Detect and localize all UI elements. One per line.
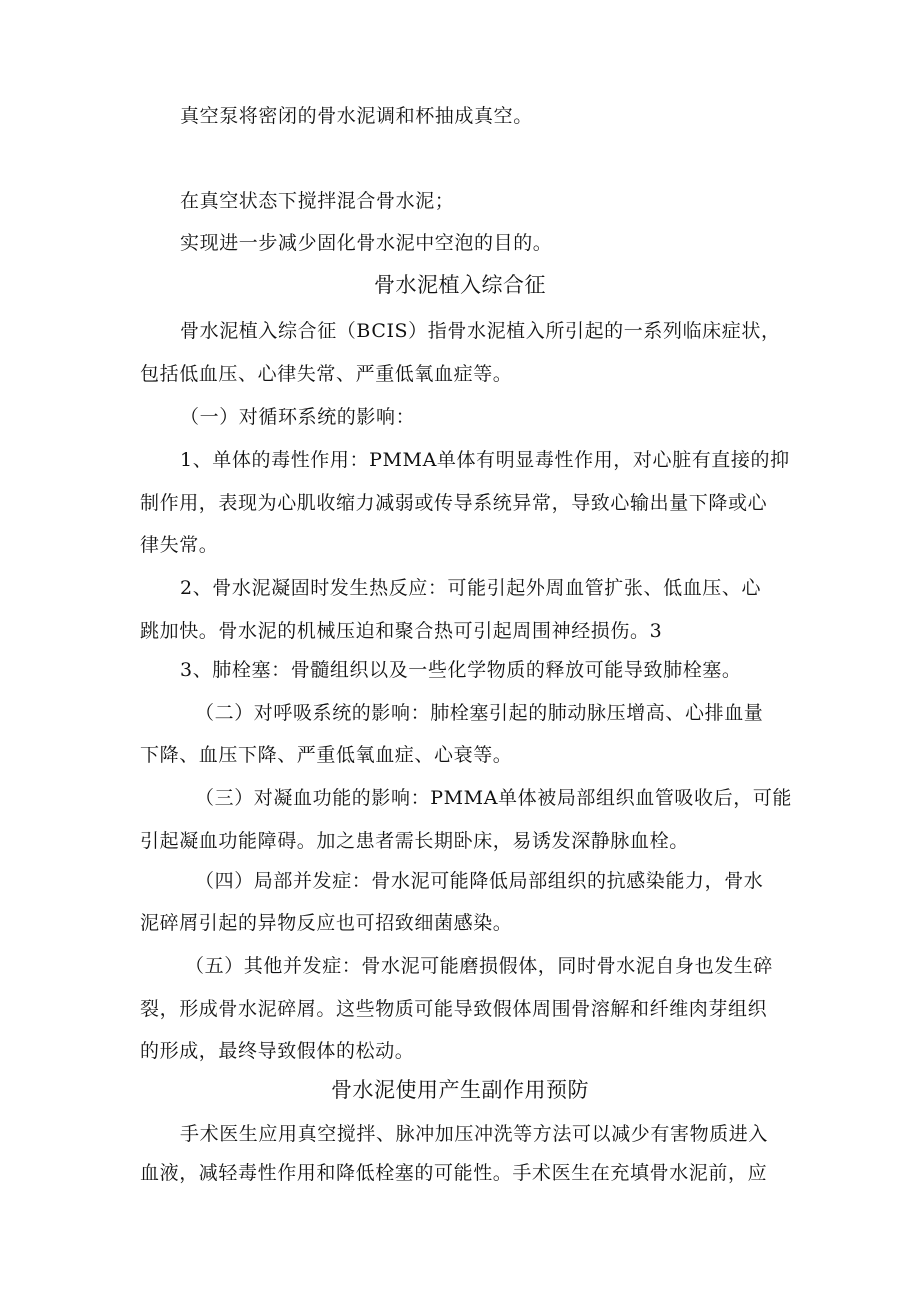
item2-line-1: 2、骨水泥凝固时发生热反应：可能引起外周血管扩张、低血压、心 bbox=[180, 577, 762, 599]
item1-line-3: 律失常。 bbox=[140, 534, 219, 556]
coagulation-line-2: 引起凝血功能障碍。加之患者需长期卧床，易诱发深静脉血栓。 bbox=[140, 830, 689, 852]
prevention-line-1: 手术医生应用真空搅拌、脉冲加压冲洗等方法可以减少有害物质进入 bbox=[180, 1123, 769, 1145]
respiratory-line-2: 下降、血压下降、严重低氧血症、心衰等。 bbox=[140, 744, 513, 766]
intro-line-vacuum-pump: 真空泵将密闭的骨水泥调和杯抽成真空。 bbox=[180, 105, 533, 127]
intro-line-purpose: 实现进一步减少固化骨水泥中空泡的目的。 bbox=[180, 232, 553, 254]
section-title-prevention: 骨水泥使用产生副作用预防 bbox=[331, 1078, 589, 1102]
other-line-2: 裂，形成骨水泥碎屑。这些物质可能导致假体周围骨溶解和纤维肉芽组织 bbox=[140, 998, 768, 1020]
other-line-3: 的形成，最终导致假体的松动。 bbox=[140, 1040, 415, 1062]
item1-line-1: 1、单体的毒性作用：PMMA单体有明显毒性作用，对心脏有直接的抑 bbox=[180, 449, 790, 471]
item3-line: 3、肺栓塞：骨髓组织以及一些化学物质的释放可能导致肺栓塞。 bbox=[180, 659, 742, 681]
intro-line-mixing: 在真空状态下搅拌混合骨水泥； bbox=[180, 190, 455, 212]
bcis-intro-line-1: 骨水泥植入综合征（BCIS）指骨水泥植入所引起的一系列临床症状， bbox=[180, 320, 781, 342]
prevention-line-2: 血液，减轻毒性作用和降低栓塞的可能性。手术医生在充填骨水泥前，应 bbox=[140, 1162, 768, 1184]
item2-line-2: 跳加快。骨水泥的机械压迫和聚合热可引起周围神经损伤。3 bbox=[140, 620, 663, 642]
item1-line-2: 制作用，表现为心肌收缩力减弱或传导系统异常，导致心输出量下降或心 bbox=[140, 492, 768, 514]
local-line-2: 泥碎屑引起的异物反应也可招致细菌感染。 bbox=[140, 912, 513, 934]
other-line-1: （五）其他并发症：骨水泥可能磨损假体，同时骨水泥自身也发生碎 bbox=[185, 955, 774, 977]
circulation-heading: （一）对循环系统的影响： bbox=[180, 406, 416, 428]
coagulation-line-1: （三）对凝血功能的影响：PMMA单体被局部组织血管吸收后，可能 bbox=[195, 787, 793, 809]
respiratory-line-1: （二）对呼吸系统的影响：肺栓塞引起的肺动脉压增高、心排血量 bbox=[195, 702, 764, 724]
section-title-bcis: 骨水泥植入综合征 bbox=[374, 273, 546, 297]
local-line-1: （四）局部并发症：骨水泥可能降低局部组织的抗感染能力，骨水 bbox=[195, 870, 764, 892]
bcis-intro-line-2: 包括低血压、心律失常、严重低氧血症等。 bbox=[140, 363, 513, 385]
